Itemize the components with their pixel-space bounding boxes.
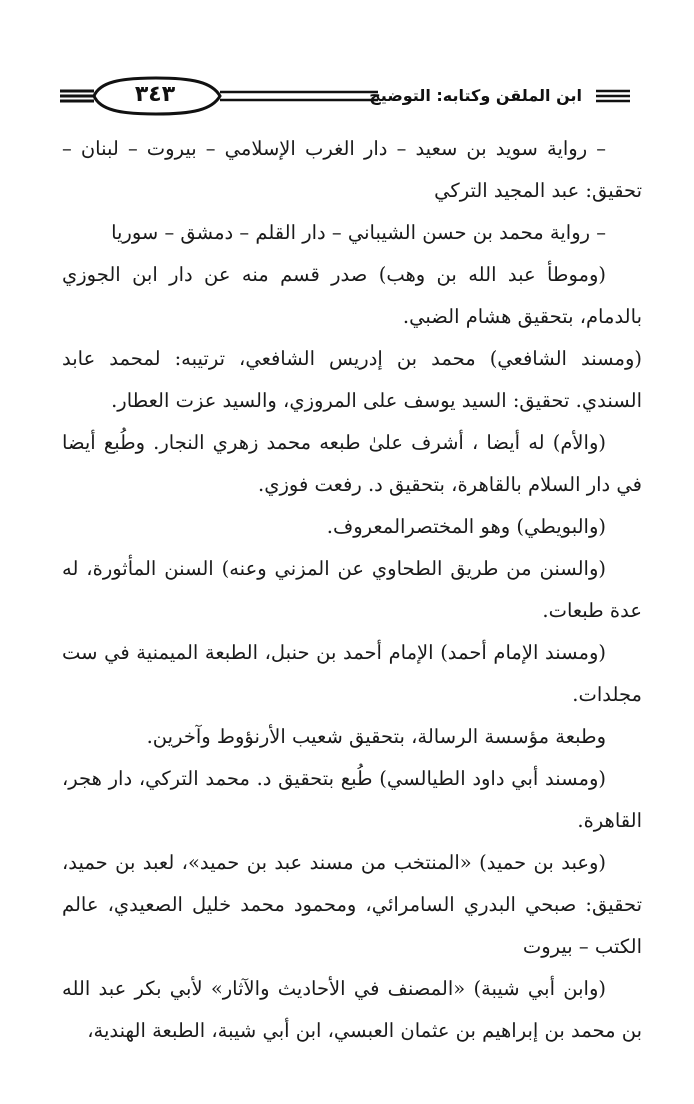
paragraph-suwayd: – رواية سويد بن سعيد – دار الغرب الإسلامي – بيروت – لبنان – تحقيق: عبد المجيد التركي [62,137,642,202]
page-number: ٣٤٣ [134,82,176,107]
paragraph-buwayti: (والبويطي) وهو المختصرالمعروف. [326,515,606,538]
paragraph-ibn-wahb: (وموطأ عبد الله بن وهب) صدر قسم منه عن دار ابن الجوزي بالدمام، بتحقيق هشام الضبي. [62,263,642,328]
paragraph-tayalisi: (ومسند أبي داود الطيالسي) طُبع بتحقيق د. محمد التركي، دار هجر، القاهرة. [62,767,642,832]
paragraph-shaybani: – رواية محمد بن حسن الشيباني – دار القلم – دمشق – سوريا [111,221,606,244]
paragraph-musnad-shafii: (ومسند الشافعي) محمد بن إدريس الشافعي، ترتيبه: لمحمد عابد السندي. تحقيق: السيد يوسف على المروزي، والسيد عزت العطار. [62,347,642,412]
paragraph-sunan-tahawi: (والسنن من طريق الطحاوي عن المزني وعنه) السنن المأثورة، له عدة طبعات. [62,557,642,622]
paragraph-abd-ibn-humayd: (وعبد بن حميد) «المنتخب من مسند عبد بن حميد»، لعبد بن حميد، تحقيق: صبحي البدري السامرائي، ومحمود محمد خليل الصعيدي، عالم الكتب – بيروت [62,851,642,958]
running-title: ابن الملقن وكتابه: التوضيح [369,86,582,105]
paragraph-musnad-ahmad: (ومسند الإمام أحمد) الإمام أحمد بن حنبل، الطبعة الميمنية في ست مجلدات. [62,641,642,706]
paragraph-risala-edition: وطبعة مؤسسة الرسالة، بتحقيق شعيب الأرنؤوط وآخرين. [146,725,606,748]
body-text [62,128,642,1052]
running-header [60,74,630,120]
paragraph-ibn-abi-shayba: (وابن أبي شيبة) «المصنف في الأحاديث والآثار» لأبي بكر عبد الله بن محمد بن إبراهيم بن عثمان العبسي، ابن أبي شيبة، الطبعة الهندية، [62,977,642,1042]
paragraph-al-umm: (والأم) له أيضا ، أشرف علىٰ طبعه محمد زهري النجار. وطُبع أيضا في دار السلام بالقاهرة، بتحقيق د. رفعت فوزي. [62,431,642,496]
